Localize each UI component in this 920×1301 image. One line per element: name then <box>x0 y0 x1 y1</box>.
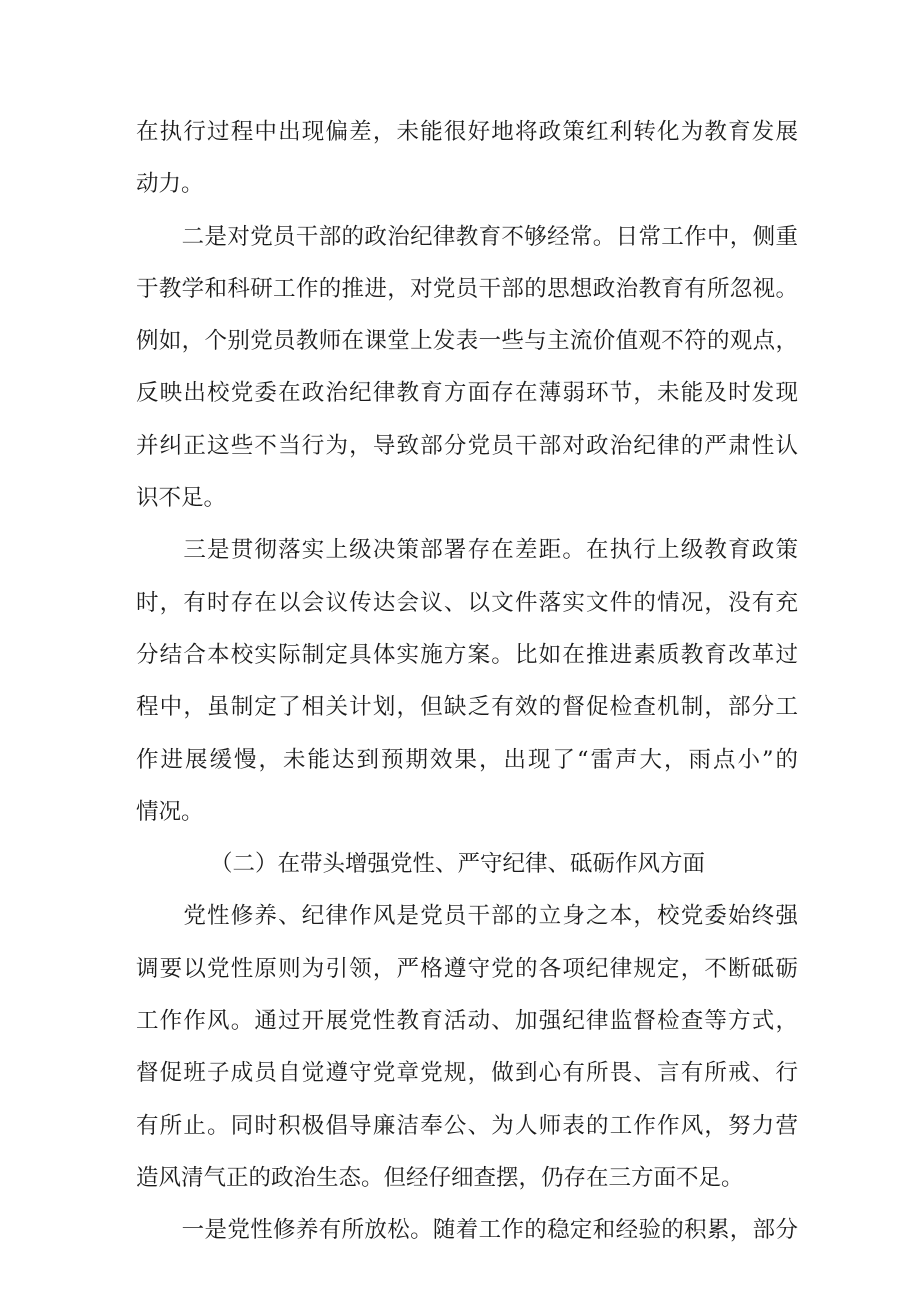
text-line: 作进展缓慢，未能达到预期效果，出现了“雷声大，雨点小”的 <box>136 746 798 773</box>
text-line: 分结合本校实际制定具体实施方案。比如在推进素质教育改革过 <box>136 641 798 668</box>
text-line: 程中，虽制定了相关计划，但缺乏有效的督促检查机制，部分工 <box>136 694 798 721</box>
text-line: 反映出校党委在政治纪律教育方面存在薄弱环节，未能及时发现 <box>136 380 798 407</box>
text-line: 并纠正这些不当行为，导致部分党员干部对政治纪律的严肃性认 <box>136 432 798 459</box>
text-line: 一是党性修养有所放松。随着工作的稳定和经验的积累，部分 <box>136 1217 798 1244</box>
document-body <box>136 106 798 1257</box>
text-line: 情况。 <box>136 798 204 825</box>
text-line: 督促班子成员自觉遵守党章党规，做到心有所畏、言有所戒、行 <box>136 1060 798 1087</box>
text-line: 调要以党性原则为引领，严格遵守党的各项纪律规定，不断砥砺 <box>136 955 798 982</box>
section-heading: （二）在带头增强党性、严守纪律、砥砺作风方面 <box>210 851 706 878</box>
text-line: 于教学和科研工作的推进，对党员干部的思想政治教育有所忽视。 <box>136 275 798 302</box>
text-line: 工作作风。通过开展党性教育活动、加强纪律监督检查等方式， <box>136 1008 798 1035</box>
text-line: 动力。 <box>136 171 204 198</box>
text-line: 三是贯彻落实上级决策部署存在差距。在执行上级教育政策 <box>136 537 798 564</box>
text-line: 在执行过程中出现偏差，未能很好地将政策红利转化为教育发展 <box>136 119 798 145</box>
text-line: 造风清气正的政治生态。但经仔细查摆，仍存在三方面不足。 <box>136 1164 744 1191</box>
text-line: 例如，个别党员教师在课堂上发表一些与主流价值观不符的观点， <box>136 328 798 355</box>
text-line: 二是对党员干部的政治纪律教育不够经常。日常工作中，侧重 <box>136 223 798 250</box>
text-line: 党性修养、纪律作风是党员干部的立身之本，校党委始终强 <box>136 903 798 930</box>
text-line: 时，有时存在以会议传达会议、以文件落实文件的情况，没有充 <box>136 589 798 616</box>
text-line: 识不足。 <box>136 485 227 512</box>
text-line: 有所止。同时积极倡导廉洁奉公、为人师表的工作作风，努力营 <box>136 1112 798 1139</box>
